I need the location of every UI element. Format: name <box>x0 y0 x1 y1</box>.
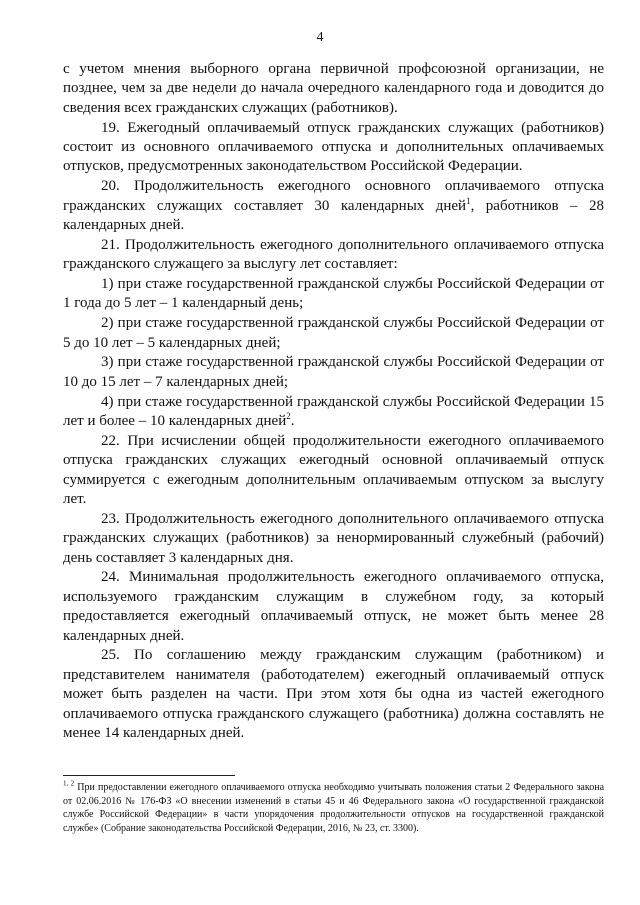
paragraph-20-text: 20. Продолжительность ежегодного основного оплачиваемого отпуска гражданских служащих составляет 30 календарных дней <box>63 178 604 214</box>
paragraph-21-item-3: 3) при стаже государственной гражданской службы Российской Федерации от 10 до 15 лет – 7 календарных дней; <box>63 354 604 390</box>
paragraph-21-item-4-text: 4) при стаже государственной гражданской службы Российской Федерации 15 лет и более – 10 календарных дней <box>63 393 604 430</box>
paragraph-22: 22. При исчислении общей продолжительности ежегодного оплачиваемого отпуска гражданских служащих ежегодный основной оплачиваемый отпуск суммируется с ежегодным дополнительным оплачиваемым отпуском за выслугу лет. <box>63 432 604 508</box>
paragraph-21-item-2: 2) при стаже государственной гражданской службы Российской Федерации от 5 до 10 лет – 5 календарных дней; <box>63 315 604 351</box>
paragraph-25: 25. По соглашению между гражданским служащим (работником) и представителем нанимателя (работодателем) ежегодный оплачиваемый отпуск может быть разделен на части. При этом хотя бы одна из частей ежегодного оплачиваемого отпуска гражданского служащего (работника) должна составлять не менее 14 календарных дней. <box>63 647 604 742</box>
paragraph-21-item-4-end: . <box>290 413 295 430</box>
footnote-ref-2: 2 <box>286 411 291 422</box>
footnote-marks: 1, 2 <box>63 779 75 788</box>
paragraph-23: 23. Продолжительность ежегодного дополнительного оплачиваемого отпуска гражданских служащих (работников) за ненормированный служебный (рабочий) день составляет 3 календарных дня. <box>63 510 604 566</box>
paragraph-21-item-1: 1) при стаже государственной гражданской службы Российской Федерации от 1 года до 5 лет – 1 календарный день; <box>63 276 604 312</box>
paragraph-continuation: с учетом мнения выборного органа первичной профсоюзной организации, не позднее, чем за две недели до начала очередного календарного года и доводится до сведения всех гражданских служащих (работников). <box>63 61 604 116</box>
paragraph-21: 21. Продолжительность ежегодного дополнительного оплачиваемого отпуска гражданского служащего за выслугу лет составляет: <box>63 236 604 273</box>
paragraph-21-item-4 <box>63 393 604 432</box>
footnote-ref-1: 1 <box>466 195 471 206</box>
footnote-text: При предоставлении ежегодного оплачиваемого отпуска необходимо учитывать положения статьи 2 Федерального закона от 02.06.2016 № 176-ФЗ «О внесении изменений в статьи 45 и 46 Федерального закона «О государственной гражданской службе Российской Федерации» в части упорядочения продолжительности отпусков на государственной гражданской службе» (Собрание законодательства Российской Федерации, 2016, № 23, ст. 3300). <box>63 782 605 834</box>
footnote-divider <box>63 775 235 776</box>
footnote <box>63 781 604 835</box>
page-number: 4 <box>316 30 324 45</box>
paragraph-19: 19. Ежегодный оплачиваемый отпуск гражданских служащих (работников) состоит из основного оплачиваемого отпуска и дополнительных оплачиваемых отпусков, предусмотренных законодательством Российской Федерации. <box>63 119 604 175</box>
document-body <box>63 60 604 744</box>
paragraph-20-text-end: , работников – 28 календарных дней. <box>63 197 605 234</box>
paragraph-24: 24. Минимальная продолжительность ежегодного оплачиваемого отпуска, используемого гражданским служащим в служебном году, за который предоставляется ежегодный оплачиваемый отпуск, не может быть менее 28 календарных дней. <box>63 569 604 644</box>
paragraph-20 <box>63 177 604 235</box>
